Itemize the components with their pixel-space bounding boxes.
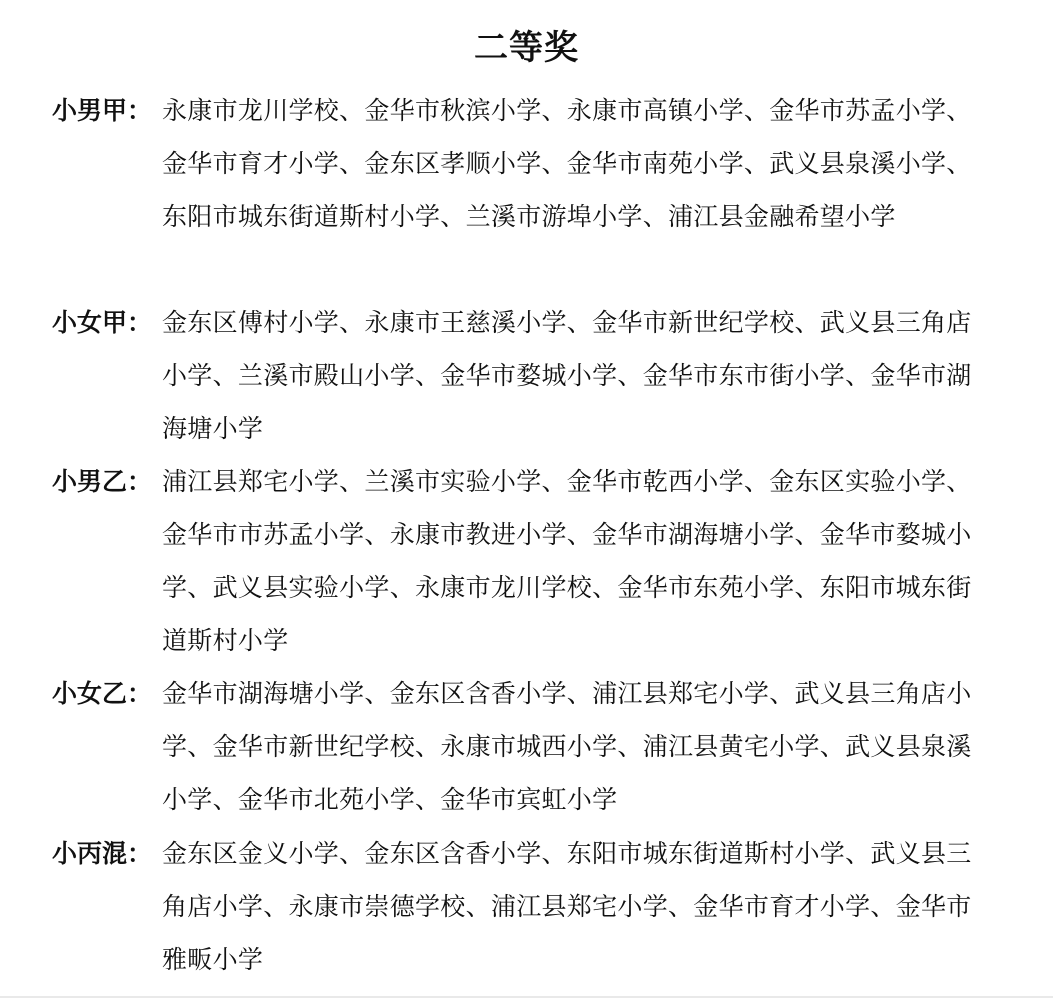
group-label: 小女乙： [52,679,153,708]
group-school-list: 金华市湖海塘小学、金东区含香小学、浦江县郑宅小学、武义县三角店小学、金华市新世纪学校、永康市城西小学、浦江县黄宅小学、武义县泉溪小学、金华市北苑小学、金华市宾虹小学 [162,679,972,814]
award-group-boys-a [52,84,992,243]
group-label: 小丙混： [52,839,153,868]
page-title: 二等奖 [474,28,579,68]
group-school-list: 金东区傅村小学、永康市王慈溪小学、金华市新世纪学校、武义县三角店小学、兰溪市殿山小学、金华市婺城小学、金华市东市街小学、金华市湖海塘小学 [162,308,972,443]
award-group-girls-b [52,667,992,826]
award-group-girls-a [52,296,992,455]
group-label: 小女甲： [52,308,153,337]
group-label: 小男乙： [52,467,153,496]
group-school-list: 浦江县郑宅小学、兰溪市实验小学、金华市乾西小学、金东区实验小学、金华市市苏孟小学、永康市教进小学、金华市湖海塘小学、金华市婺城小学、武义县实验小学、永康市龙川学校、金华市东苑小学、东阳市城东街道斯村小学 [162,467,972,655]
group-school-list: 金东区金义小学、金东区含香小学、东阳市城东街道斯村小学、武义县三角店小学、永康市崇德学校、浦江县郑宅小学、金华市育才小学、金华市雅畈小学 [162,839,972,974]
award-group-boys-b [52,455,992,667]
award-group-mixed-c [52,827,992,986]
group-school-list: 永康市龙川学校、金华市秋滨小学、永康市高镇小学、金华市苏孟小学、金华市育才小学、金东区孝顺小学、金华市南苑小学、武义县泉溪小学、东阳市城东街道斯村小学、兰溪市游埠小学、浦江县金融希望小学 [162,96,972,231]
group-label: 小男甲： [52,96,153,125]
